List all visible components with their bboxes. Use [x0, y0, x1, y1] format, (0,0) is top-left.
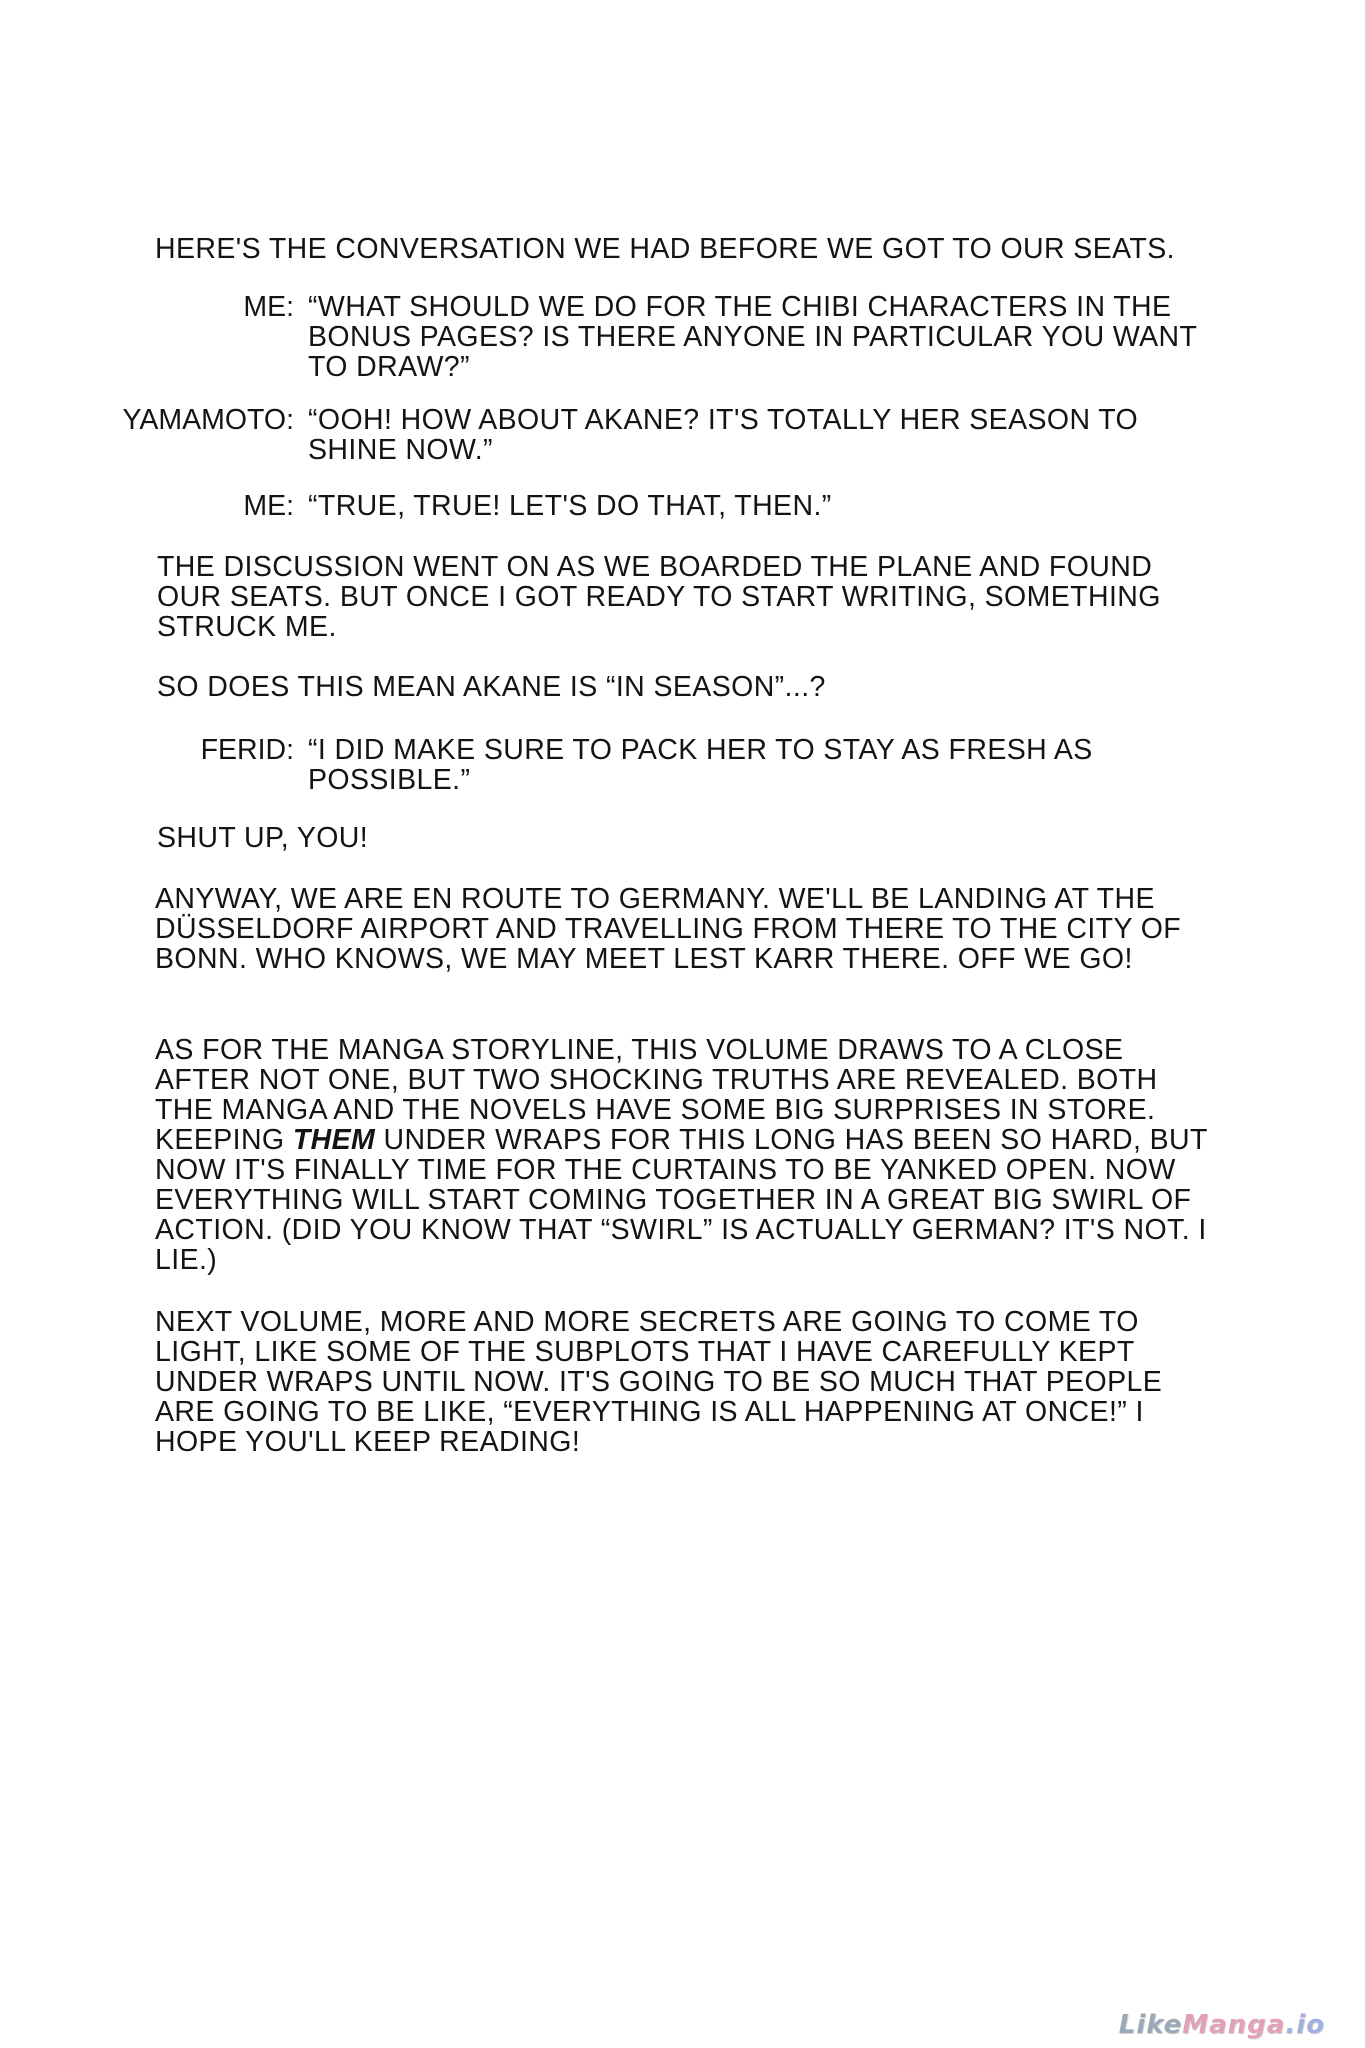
paragraph-next-volume: NEXT VOLUME, MORE AND MORE SECRETS ARE GOING TO COME TO LIGHT, LIKE SOME OF THE SUBPLOTS THAT I HAVE CAREFULLY KEPT UNDER WRAPS UNTIL NOW. IT'S GOING TO BE SO MUCH THAT PEOPLE ARE GOING TO BE LIKE, “EVERYTHING IS ALL HAPPENING AT ONCE!” I HOPE YOU'LL KEEP READING! — [155, 1306, 1163, 1458]
site-watermark: LikeManga.io — [1118, 2010, 1325, 2040]
paragraph-storyline: AS FOR THE MANGA STORYLINE, THIS VOLUME DRAWS TO A CLOSE AFTER NOT ONE, BUT TWO SHOCKING TRUTHS ARE REVEALED. BOTH THE MANGA AND THE NOVELS HAVE SOME BIG SURPRISES IN STORE. KEEPING THEM UNDER WRAPS FOR THIS LONG HAS BEEN SO HARD, BUT NOW IT'S FINALLY TIME FOR THE CURTAINS TO BE YANKED OPEN. NOW EVERYTHING WILL START COMING TOGETHER IN A GREAT BIG SWIRL OF ACTION. (DID YOU KNOW THAT “SWIRL” IS ACTUALLY GERMAN? IT'S NOT. I LIE.) — [155, 1034, 1208, 1276]
dialogue-line-ferid — [200, 734, 1208, 796]
paragraph-intro: HERE'S THE CONVERSATION WE HAD BEFORE WE GOT TO OUR SEATS. — [155, 233, 1175, 265]
speaker-label: YAMAMOTO: — [122, 404, 294, 436]
dialogue-line-me-2 — [243, 490, 1208, 522]
speaker-label: ME: — [243, 490, 294, 522]
paragraph-shut-up: SHUT UP, YOU! — [157, 822, 369, 854]
speech-text: “OOH! HOW ABOUT AKANE? IT'S TOTALLY HER SEASON TO SHINE NOW.” — [308, 404, 1139, 466]
paragraph-germany: ANYWAY, WE ARE EN ROUTE TO GERMANY. WE'LL BE LANDING AT THE DÜSSELDORF AIRPORT AND TRAVELLING FROM THERE TO THE CITY OF BONN. WHO KNOWS, WE MAY MEET LEST KARR THERE. OFF WE GO! — [155, 883, 1182, 975]
speaker-label: FERID: — [200, 734, 294, 766]
speech-text: “TRUE, TRUE! LET'S DO THAT, THEN.” — [308, 490, 832, 522]
speech-text: “WHAT SHOULD WE DO FOR THE CHIBI CHARACTERS IN THE BONUS PAGES? IS THERE ANYONE IN PARTICULAR YOU WANT TO DRAW?” — [308, 291, 1197, 383]
dialogue-line-yamamoto — [122, 404, 1208, 466]
paragraph-in-season: SO DOES THIS MEAN AKANE IS “IN SEASON”...? — [157, 671, 826, 703]
dialogue-line-me-1 — [243, 291, 1228, 383]
paragraph-discussion: THE DISCUSSION WENT ON AS WE BOARDED THE PLANE AND FOUND OUR SEATS. BUT ONCE I GOT READY TO START WRITING, SOMETHING STRUCK ME. — [157, 551, 1161, 643]
speech-text: “I DID MAKE SURE TO PACK HER TO STAY AS FRESH AS POSSIBLE.” — [308, 734, 1093, 796]
speaker-label: ME: — [243, 291, 294, 323]
emphasis-them: THEM — [292, 1124, 376, 1156]
